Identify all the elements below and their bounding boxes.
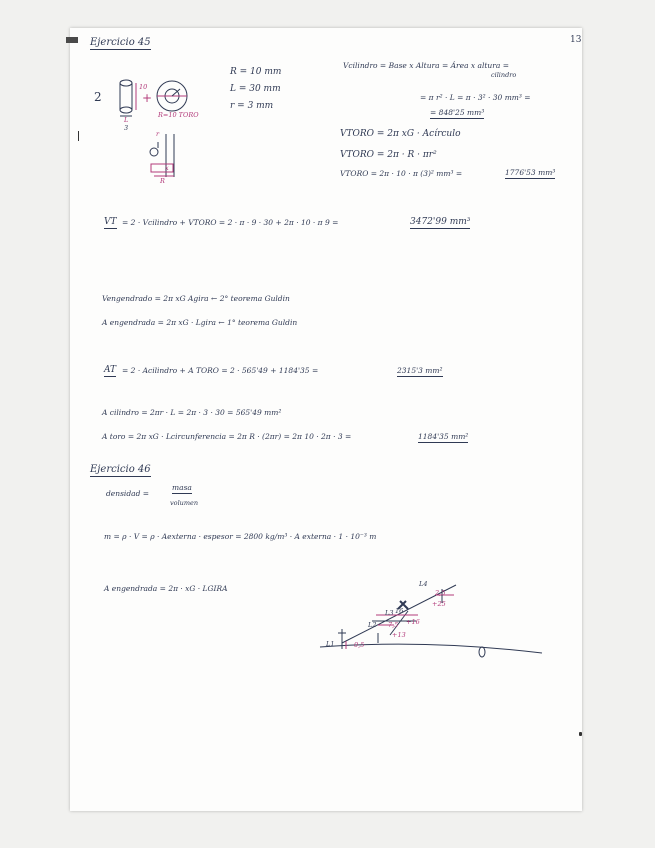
vtoro-formula-1: VTORO = 2π xG · Acírculo — [340, 129, 461, 139]
exercise-46-title: Ejercicio 46 — [90, 464, 151, 475]
fig46-val-plus25: +25 — [432, 600, 446, 608]
given-R: R = 10 mm — [230, 67, 282, 77]
given-r: r = 3 mm — [230, 101, 274, 111]
densidad-denominator: volumen — [170, 499, 199, 507]
given-L: L = 30 mm — [230, 84, 281, 94]
mass-formula: m = ρ · V = ρ · Aexterna · espesor = 2800 kg/m³ · A externa · 1 · 10⁻³ m — [104, 532, 377, 541]
fig45-dim-height: 10 — [139, 83, 148, 91]
vcil-line1: Vcilindro = Base x Altura = Área x altura = — [343, 61, 509, 70]
atoro-formula: A toro = 2π xG · Lcircunferencia = 2π R · (2πr) = 2π 10 · 2π · 3 = — [102, 432, 352, 441]
notebook-page — [70, 28, 582, 811]
fig45-multiplier: 2 — [94, 90, 102, 104]
fig46-val-05: 0,5 — [354, 641, 365, 649]
fig46-val-25: 2,5 — [435, 589, 446, 597]
fig45-torus-label: R=10 TORO — [158, 111, 199, 119]
fig45-cylinder-torus-sketch — [110, 72, 230, 222]
fig45-dim-3: 3 — [124, 124, 129, 132]
fig46-val-16: 16 — [395, 607, 404, 615]
fig46-L4: L4 — [419, 580, 428, 588]
fig45-big-r: R — [160, 177, 165, 185]
at-expression: = 2 · Acilindro + A TORO = 2 · 565'49 + 1184'35 = — [122, 366, 319, 375]
fig45-plus: + — [142, 91, 153, 105]
fig46-L3: L3 — [385, 609, 394, 617]
fig45-dim-l: L — [124, 116, 129, 124]
vt-result: 3472'99 mm³ — [410, 217, 471, 227]
vtoro-formula-3: VTORO = 2π · 10 · π (3)² mm³ = — [340, 169, 463, 178]
fig46-val-plus13: +13 — [392, 631, 406, 639]
fig46-profile-sketch — [316, 573, 546, 683]
at-result: 2315'3 mm² — [397, 366, 443, 375]
acil-formula: A cilindro = 2πr · L = 2π · 3 · 30 = 565'49 mm² — [102, 408, 282, 417]
fig45-small-r: r — [156, 130, 160, 138]
fig46-val-plus16: +16 — [406, 618, 420, 626]
densidad-label: densidad = — [106, 489, 150, 498]
vtoro-formula-2: VTORO = 2π · R · πr² — [340, 150, 437, 160]
guldin-area: A engendrada = 2π xG · Lgira ← 1° teorema Guldin — [102, 318, 298, 327]
page-number: 13 — [570, 35, 582, 45]
fig46-L1: L1 — [326, 640, 335, 648]
densidad-numerator: masa — [172, 483, 192, 492]
vcil-line2: = π r² · L = π · 3² · 30 mm³ = — [420, 93, 531, 102]
binder-clip-mark — [66, 37, 78, 43]
vt-expression: = 2 · Vcilindro + VTORO = 2 · π · 9 · 30 + 2π · 10 · π 9 = — [122, 218, 339, 227]
fig45-x: x — [165, 164, 169, 172]
margin-dot — [579, 732, 582, 736]
vcil-result: = 848'25 mm³ — [430, 108, 485, 117]
fig46-L2: L2 — [368, 621, 377, 629]
vt-label: VT — [104, 217, 117, 227]
exercise-45-title: Ejercicio 45 — [90, 37, 151, 48]
vcil-line1-sub: cilindro — [491, 71, 517, 79]
vtoro-result: 1776'53 mm³ — [505, 168, 556, 177]
atoro-result: 1184'35 mm² — [418, 432, 469, 441]
fig46-val-75: 7,5 — [388, 621, 399, 629]
area-engendrada-formula: A engendrada = 2π · xG · LGIRA — [104, 584, 228, 593]
at-label: AT — [104, 365, 117, 375]
guldin-volume: Vengendrado = 2π xG Agira ← 2° teorema Guldin — [102, 294, 290, 303]
margin-tick — [78, 131, 79, 141]
